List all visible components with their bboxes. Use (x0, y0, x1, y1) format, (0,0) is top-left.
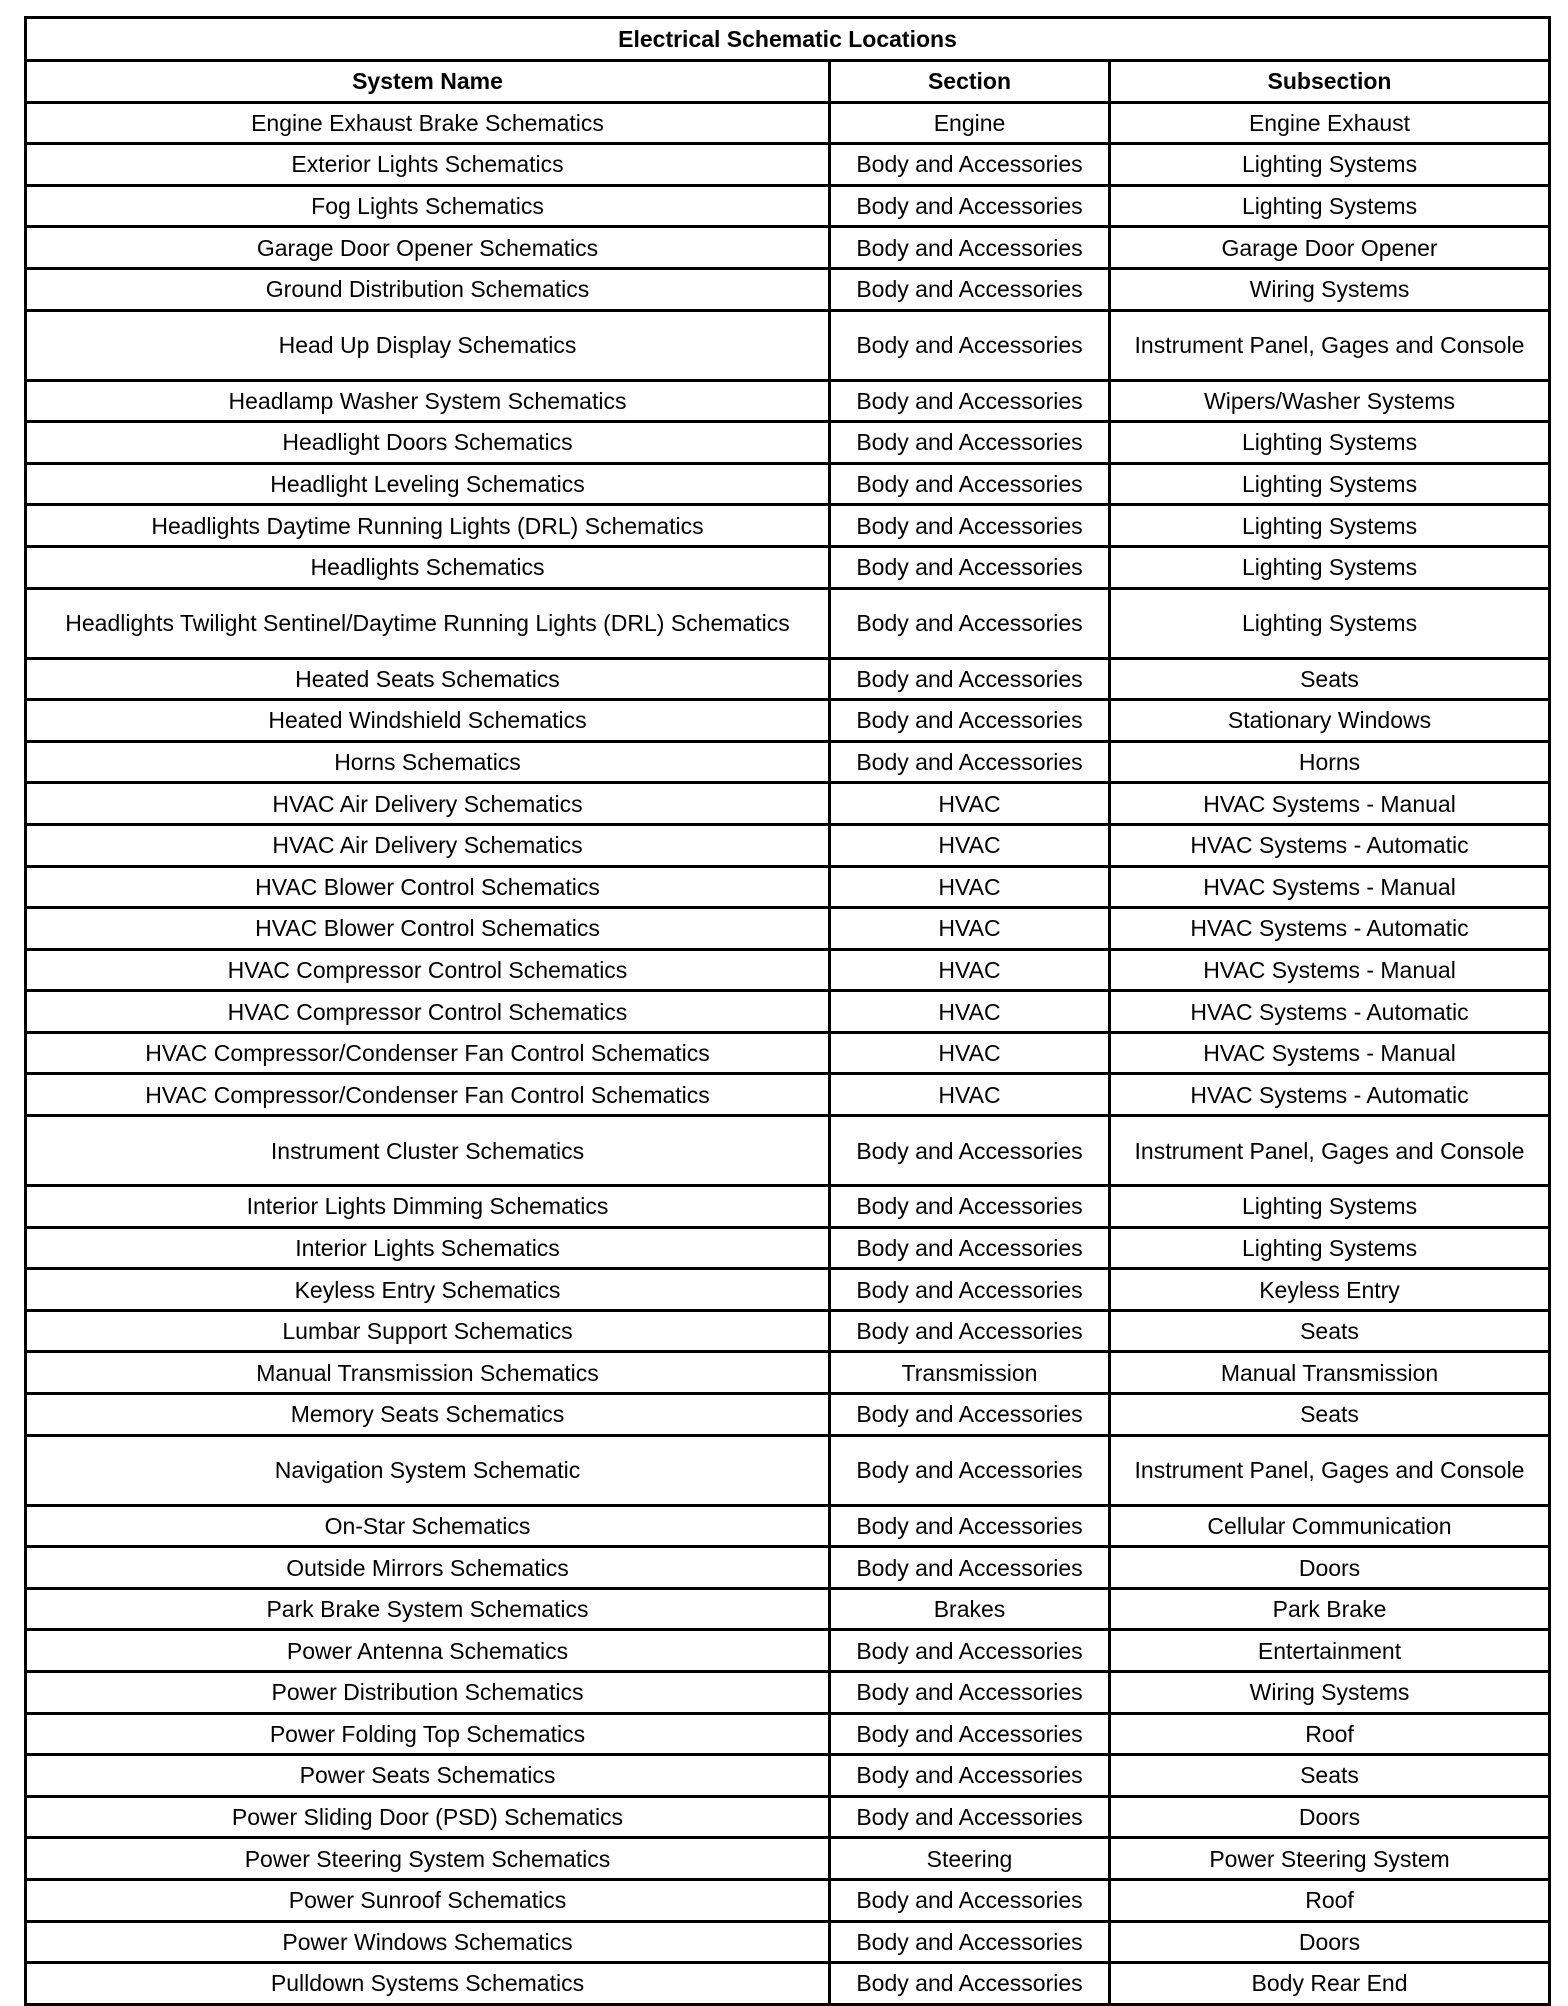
section-cell: Body and Accessories (830, 1227, 1110, 1269)
section-cell: Body and Accessories (830, 185, 1110, 227)
table-row (26, 1630, 1550, 1672)
system-name-cell: Fog Lights Schematics (26, 185, 830, 227)
system-name-cell: Headlight Doors Schematics (26, 422, 830, 464)
subsection-cell: HVAC Systems - Manual (1110, 949, 1550, 991)
system-name-cell: Park Brake System Schematics (26, 1588, 830, 1630)
table-row (26, 1352, 1550, 1394)
subsection-cell: Seats (1110, 1755, 1550, 1797)
table-row (26, 908, 1550, 950)
table-row (26, 505, 1550, 547)
section-cell: Body and Accessories (830, 1269, 1110, 1311)
system-name-cell: Power Folding Top Schematics (26, 1713, 830, 1755)
system-name-cell: Lumbar Support Schematics (26, 1310, 830, 1352)
section-cell: Body and Accessories (830, 1186, 1110, 1228)
section-cell: HVAC (830, 991, 1110, 1033)
table-row (26, 949, 1550, 991)
system-name-cell: Power Steering System Schematics (26, 1838, 830, 1880)
table-row (26, 783, 1550, 825)
system-name-cell: HVAC Air Delivery Schematics (26, 783, 830, 825)
subsection-cell: Entertainment (1110, 1630, 1550, 1672)
table-row (26, 422, 1550, 464)
system-name-cell: Heated Seats Schematics (26, 658, 830, 700)
subsection-cell: HVAC Systems - Automatic (1110, 1074, 1550, 1116)
table-row (26, 1796, 1550, 1838)
subsection-cell: Roof (1110, 1879, 1550, 1921)
subsection-cell: Lighting Systems (1110, 1227, 1550, 1269)
section-cell: Body and Accessories (830, 380, 1110, 422)
system-name-cell: Ground Distribution Schematics (26, 268, 830, 310)
system-name-cell: Interior Lights Schematics (26, 1227, 830, 1269)
subsection-cell: HVAC Systems - Automatic (1110, 824, 1550, 866)
table-title: Electrical Schematic Locations (26, 18, 1550, 61)
subsection-cell: Lighting Systems (1110, 463, 1550, 505)
section-cell: HVAC (830, 783, 1110, 825)
system-name-cell: Headlights Twilight Sentinel/Daytime Running Lights (DRL) Schematics (26, 588, 830, 658)
table-row (26, 102, 1550, 144)
system-name-cell: Power Windows Schematics (26, 1921, 830, 1963)
system-name-cell: Outside Mirrors Schematics (26, 1547, 830, 1589)
table-row (26, 700, 1550, 742)
column-header-section: Section (830, 61, 1110, 103)
section-cell: Engine (830, 102, 1110, 144)
subsection-cell: Instrument Panel, Gages and Console (1110, 1116, 1550, 1186)
system-name-cell: Power Sunroof Schematics (26, 1879, 830, 1921)
section-cell: Body and Accessories (830, 1879, 1110, 1921)
subsection-cell: Park Brake (1110, 1588, 1550, 1630)
table-row (26, 227, 1550, 269)
table-row (26, 310, 1550, 380)
subsection-cell: HVAC Systems - Automatic (1110, 908, 1550, 950)
system-name-cell: On-Star Schematics (26, 1505, 830, 1547)
table-row (26, 1879, 1550, 1921)
document (24, 16, 1548, 2006)
system-name-cell: Headlights Daytime Running Lights (DRL) Schematics (26, 505, 830, 547)
table-row (26, 1032, 1550, 1074)
subsection-cell: Body Rear End (1110, 1963, 1550, 2005)
section-cell: Body and Accessories (830, 422, 1110, 464)
system-name-cell: Headlights Schematics (26, 546, 830, 588)
table-row (26, 824, 1550, 866)
table-row (26, 1963, 1550, 2005)
subsection-cell: Power Steering System (1110, 1838, 1550, 1880)
section-cell: Body and Accessories (830, 1435, 1110, 1505)
system-name-cell: Interior Lights Dimming Schematics (26, 1186, 830, 1228)
schematic-locations-table (24, 16, 1551, 2006)
section-cell: Body and Accessories (830, 1116, 1110, 1186)
table-row (26, 991, 1550, 1033)
system-name-cell: Power Sliding Door (PSD) Schematics (26, 1796, 830, 1838)
table-row (26, 1921, 1550, 1963)
system-name-cell: HVAC Compressor Control Schematics (26, 949, 830, 991)
section-cell: Body and Accessories (830, 1394, 1110, 1436)
table-row (26, 1435, 1550, 1505)
section-cell: Body and Accessories (830, 505, 1110, 547)
table-title-row (26, 18, 1550, 61)
system-name-cell: Manual Transmission Schematics (26, 1352, 830, 1394)
subsection-cell: Keyless Entry (1110, 1269, 1550, 1311)
system-name-cell: HVAC Compressor Control Schematics (26, 991, 830, 1033)
table-row (26, 1713, 1550, 1755)
system-name-cell: HVAC Compressor/Condenser Fan Control Schematics (26, 1074, 830, 1116)
table-row (26, 866, 1550, 908)
subsection-cell: Lighting Systems (1110, 505, 1550, 547)
subsection-cell: Garage Door Opener (1110, 227, 1550, 269)
table-row (26, 1547, 1550, 1589)
section-cell: Body and Accessories (830, 1505, 1110, 1547)
subsection-cell: Doors (1110, 1547, 1550, 1589)
section-cell: Brakes (830, 1588, 1110, 1630)
subsection-cell: HVAC Systems - Automatic (1110, 991, 1550, 1033)
section-cell: Body and Accessories (830, 1796, 1110, 1838)
table-row (26, 1755, 1550, 1797)
system-name-cell: Engine Exhaust Brake Schematics (26, 102, 830, 144)
subsection-cell: Roof (1110, 1713, 1550, 1755)
system-name-cell: Pulldown Systems Schematics (26, 1963, 830, 2005)
subsection-cell: Lighting Systems (1110, 1186, 1550, 1228)
section-cell: Transmission (830, 1352, 1110, 1394)
table-header-row (26, 61, 1550, 103)
section-cell: Body and Accessories (830, 463, 1110, 505)
subsection-cell: Doors (1110, 1921, 1550, 1963)
system-name-cell: Navigation System Schematic (26, 1435, 830, 1505)
subsection-cell: Lighting Systems (1110, 588, 1550, 658)
table-row (26, 463, 1550, 505)
table-row (26, 1310, 1550, 1352)
section-cell: Body and Accessories (830, 588, 1110, 658)
subsection-cell: Lighting Systems (1110, 422, 1550, 464)
section-cell: Body and Accessories (830, 1310, 1110, 1352)
table-row (26, 144, 1550, 186)
section-cell: Body and Accessories (830, 1713, 1110, 1755)
system-name-cell: Headlamp Washer System Schematics (26, 380, 830, 422)
column-header-system-name: System Name (26, 61, 830, 103)
subsection-cell: HVAC Systems - Manual (1110, 783, 1550, 825)
table-row (26, 1074, 1550, 1116)
section-cell: HVAC (830, 949, 1110, 991)
subsection-cell: HVAC Systems - Manual (1110, 866, 1550, 908)
subsection-cell: Horns (1110, 741, 1550, 783)
section-cell: Body and Accessories (830, 1672, 1110, 1714)
table-row (26, 1186, 1550, 1228)
section-cell: Body and Accessories (830, 1755, 1110, 1797)
system-name-cell: Power Seats Schematics (26, 1755, 830, 1797)
section-cell: Body and Accessories (830, 144, 1110, 186)
system-name-cell: Instrument Cluster Schematics (26, 1116, 830, 1186)
section-cell: HVAC (830, 824, 1110, 866)
column-header-subsection: Subsection (1110, 61, 1550, 103)
system-name-cell: Heated Windshield Schematics (26, 700, 830, 742)
table-row (26, 1838, 1550, 1880)
system-name-cell: HVAC Blower Control Schematics (26, 908, 830, 950)
section-cell: Body and Accessories (830, 1630, 1110, 1672)
system-name-cell: Keyless Entry Schematics (26, 1269, 830, 1311)
table-row (26, 380, 1550, 422)
subsection-cell: Seats (1110, 658, 1550, 700)
table-row (26, 1394, 1550, 1436)
table-row (26, 546, 1550, 588)
section-cell: HVAC (830, 908, 1110, 950)
system-name-cell: HVAC Blower Control Schematics (26, 866, 830, 908)
system-name-cell: Head Up Display Schematics (26, 310, 830, 380)
section-cell: HVAC (830, 1074, 1110, 1116)
subsection-cell: Wipers/Washer Systems (1110, 380, 1550, 422)
system-name-cell: HVAC Compressor/Condenser Fan Control Schematics (26, 1032, 830, 1074)
system-name-cell: Power Distribution Schematics (26, 1672, 830, 1714)
table-row (26, 1672, 1550, 1714)
subsection-cell: Doors (1110, 1796, 1550, 1838)
table-row (26, 588, 1550, 658)
table-row (26, 1505, 1550, 1547)
subsection-cell: Seats (1110, 1394, 1550, 1436)
table-row (26, 1588, 1550, 1630)
table-body (26, 102, 1550, 2004)
subsection-cell: Engine Exhaust (1110, 102, 1550, 144)
system-name-cell: Headlight Leveling Schematics (26, 463, 830, 505)
table-row (26, 741, 1550, 783)
table-row (26, 268, 1550, 310)
section-cell: Body and Accessories (830, 658, 1110, 700)
table-row (26, 1227, 1550, 1269)
subsection-cell: Lighting Systems (1110, 546, 1550, 588)
system-name-cell: Horns Schematics (26, 741, 830, 783)
subsection-cell: Manual Transmission (1110, 1352, 1550, 1394)
system-name-cell: Exterior Lights Schematics (26, 144, 830, 186)
subsection-cell: Lighting Systems (1110, 185, 1550, 227)
subsection-cell: Seats (1110, 1310, 1550, 1352)
table-row (26, 1269, 1550, 1311)
section-cell: Body and Accessories (830, 1547, 1110, 1589)
section-cell: HVAC (830, 1032, 1110, 1074)
subsection-cell: Wiring Systems (1110, 1672, 1550, 1714)
system-name-cell: Power Antenna Schematics (26, 1630, 830, 1672)
section-cell: Body and Accessories (830, 1921, 1110, 1963)
section-cell: HVAC (830, 866, 1110, 908)
subsection-cell: Instrument Panel, Gages and Console (1110, 1435, 1550, 1505)
subsection-cell: Wiring Systems (1110, 268, 1550, 310)
section-cell: Body and Accessories (830, 700, 1110, 742)
section-cell: Steering (830, 1838, 1110, 1880)
table-row (26, 658, 1550, 700)
subsection-cell: HVAC Systems - Manual (1110, 1032, 1550, 1074)
section-cell: Body and Accessories (830, 310, 1110, 380)
system-name-cell: HVAC Air Delivery Schematics (26, 824, 830, 866)
subsection-cell: Instrument Panel, Gages and Console (1110, 310, 1550, 380)
section-cell: Body and Accessories (830, 1963, 1110, 2005)
table-row (26, 185, 1550, 227)
section-cell: Body and Accessories (830, 741, 1110, 783)
system-name-cell: Memory Seats Schematics (26, 1394, 830, 1436)
section-cell: Body and Accessories (830, 268, 1110, 310)
section-cell: Body and Accessories (830, 227, 1110, 269)
table-row (26, 1116, 1550, 1186)
subsection-cell: Lighting Systems (1110, 144, 1550, 186)
section-cell: Body and Accessories (830, 546, 1110, 588)
subsection-cell: Cellular Communication (1110, 1505, 1550, 1547)
subsection-cell: Stationary Windows (1110, 700, 1550, 742)
system-name-cell: Garage Door Opener Schematics (26, 227, 830, 269)
